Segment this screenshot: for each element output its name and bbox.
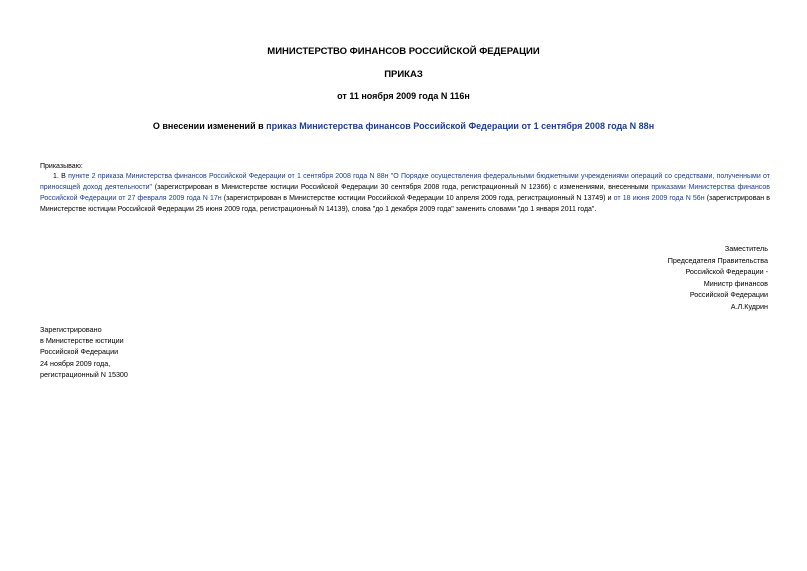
order-56n-link[interactable]: от 18 июня 2009 года N 56н bbox=[613, 195, 705, 202]
signature-block bbox=[668, 243, 768, 313]
registration-number: регистрационный N 15300 bbox=[40, 369, 128, 379]
registration-line: в Министерстве юстиции bbox=[40, 336, 124, 346]
order-17n-link[interactable]: приказами Министерства финансов Российской Федерации от 27 февраля 2009 года N 17н bbox=[40, 184, 770, 202]
order-intro: Приказываю: bbox=[40, 163, 83, 170]
registration-block bbox=[40, 324, 128, 380]
signatory-name: А.Л.Кудрин bbox=[730, 301, 768, 311]
document-type-heading: ПРИКАЗ bbox=[384, 69, 423, 80]
item-text-1: (зарегистрирован в Министерстве юстиции Российской Федерации 30 сентября 2008 года, регистрационный N 12366) с изменениями, внесенными bbox=[151, 184, 652, 191]
order-88n-link[interactable]: пункте 2 приказа Министерства финансов Российской Федерации от 1 сентября 2008 года N 88н "О Порядке осуществления федеральными бюджетными учреждениями операций со средствами, полученными от приносящей доход деятельности" bbox=[40, 173, 770, 191]
registration-line: Зарегистрировано bbox=[40, 325, 102, 334]
item-text-3: (зарегистрирован в Министерстве юстиции Российской Федерации 25 июня 2009 года, регистрационный N 14139), слова "до 1 декабря 2009 года" заменить словами "до 1 января 2011 года". bbox=[40, 195, 770, 213]
signature-line: Российской Федерации bbox=[689, 290, 768, 300]
item-text-2: (зарегистрирован в Министерстве юстиции Российской Федерации 10 апреля 2009 года, регистрационный N 13749) и bbox=[221, 195, 614, 202]
registration-date: 24 ноября 2009 года, bbox=[40, 358, 111, 368]
document-date-number: от 11 ноября 2009 года N 116н bbox=[337, 91, 470, 101]
document-subject bbox=[0, 121, 807, 131]
order-item-1 bbox=[40, 171, 770, 215]
signature-line: Российской Федерации - bbox=[685, 267, 768, 277]
item-number: 1. В bbox=[53, 173, 69, 180]
ministry-heading: МИНИСТЕРСТВО ФИНАНСОВ РОССИЙСКОЙ ФЕДЕРАЦИИ bbox=[267, 46, 540, 57]
signature-line: Министр финансов bbox=[703, 278, 768, 288]
signature-line: Заместитель bbox=[724, 244, 768, 253]
signature-line: Председателя Правительства bbox=[667, 255, 768, 265]
subject-order-link[interactable]: приказ Министерства финансов Российской Федерации от 1 сентября 2008 года N 88н bbox=[266, 121, 655, 131]
registration-line: Российской Федерации bbox=[40, 347, 119, 357]
subject-prefix: О внесении изменений в bbox=[152, 121, 267, 131]
